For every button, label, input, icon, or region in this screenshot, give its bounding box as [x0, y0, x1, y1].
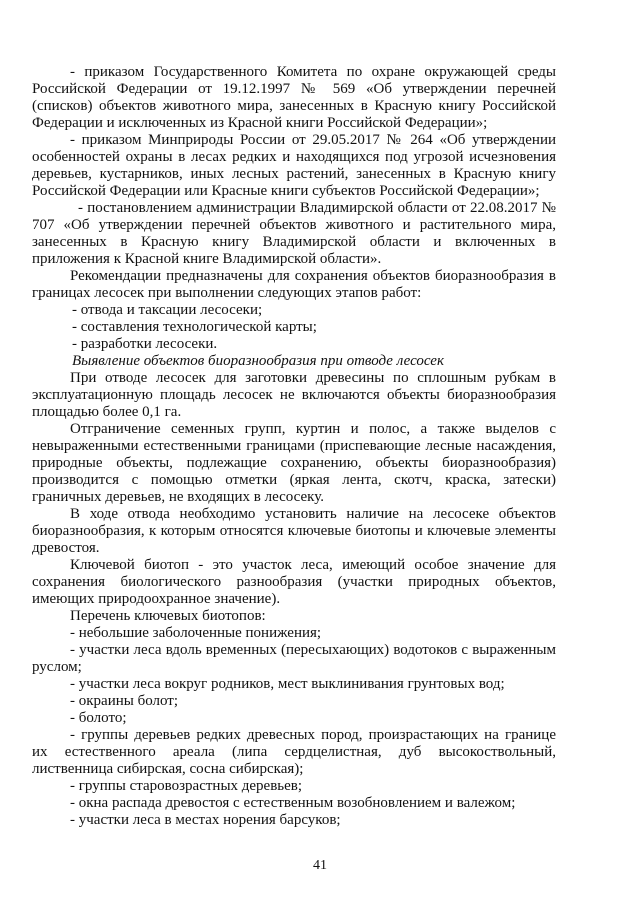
paragraph-biotope-list-intro: Перечень ключевых биотопов:: [70, 608, 266, 624]
list-item-biotope: - окна распада древостоя с естественным возобновлением и валежом;: [70, 795, 516, 811]
section-heading: Выявление объектов биоразнообразия при отводе лесосек: [72, 353, 444, 369]
list-item-stage: - разработки лесосеки.: [72, 336, 218, 352]
list-item-biotope: - небольшие заболоченные понижения;: [70, 625, 322, 641]
paragraph-order-minprirody: - приказом Минприроды России от 29.05.2017 № 264 «Об утверждении особенностей охраны в лесах редких и находящихся под угрозой исчезновения деревьев, кустарников, иных лесных растений, занесенных в Красную книгу Российской Федерации или Красные книги субъектов Российской Федерации»;: [32, 132, 556, 199]
page-number: 41: [313, 858, 327, 873]
paragraph-biodiversity-objects: В ходе отвода необходимо установить наличие на лесосеке объектов биоразнообразия, к которым относятся ключевые биотопы и ключевые элементы древостоя.: [32, 506, 556, 556]
list-item-biotope: - участки леса вдоль временных (пересыхающих) водотоков с выраженным руслом;: [32, 642, 556, 675]
paragraph-boundary-marking: Отграничение семенных групп, куртин и полос, а также выделов с невыраженными естественными границами (приспевающие лесные насаждения, природные объекты, подлежащие сохранению, объекты биоразнообразия) производится с помощью отметки (яркая лента, скотч, краска, затески) граничных деревьев, не входящих в лесосеку.: [32, 421, 556, 505]
paragraph-recommendations: Рекомендации предназначены для сохранения объектов биоразнообразия в границах лесосек при выполнении следующих этапов работ:: [32, 268, 556, 301]
list-item-biotope: - окраины болот;: [70, 693, 179, 709]
paragraph-resolution-vladimir: - постановлением администрации Владимирской области от 22.08.2017 № 707 «Об утверждении перечней объектов животного и растительного мира, занесенных в Красную книгу Владимирской области и включенных в приложения к Красной книге Владимирской области».: [32, 200, 556, 267]
paragraph-key-biotope-definition: Ключевой биотоп - это участок леса, имеющий особое значение для сохранения биологического разнообразия (участки природных объектов, имеющих природоохранное значение).: [32, 557, 556, 607]
paragraph-clear-cutting: При отводе лесосек для заготовки древесины по сплошным рубкам в эксплуатационную площадь лесосек не включаются объекты биоразнообразия площадью более 0,1 га.: [32, 370, 556, 420]
list-item-biotope: - участки леса вокруг родников, мест выклинивания грунтовых вод;: [70, 676, 505, 692]
list-item-biotope: - группы старовозрастных деревьев;: [70, 778, 303, 794]
list-item-biotope: - группы деревьев редких древесных пород, произрастающих на границе их естественного ареала (липа сердцелистная, дуб высокоствольный, лиственница сибирская, сосна сибирская);: [32, 727, 556, 777]
paragraph-order-goskomitet: - приказом Государственного Комитета по охране окружающей среды Российской Федерации от 19.12.1997 № 569 «Об утверждении перечней (списков) объектов животного мира, занесенных в Красную книгу Российской Федерации и исключенных из Красной книги Российской Федерации»;: [32, 64, 556, 131]
document-body: [32, 64, 556, 829]
list-item-stage: - составления технологической карты;: [72, 319, 317, 335]
list-item-stage: - отвода и таксации лесосеки;: [72, 302, 263, 318]
list-item-biotope: - участки леса в местах норения барсуков;: [70, 812, 341, 828]
list-item-biotope: - болото;: [70, 710, 127, 726]
